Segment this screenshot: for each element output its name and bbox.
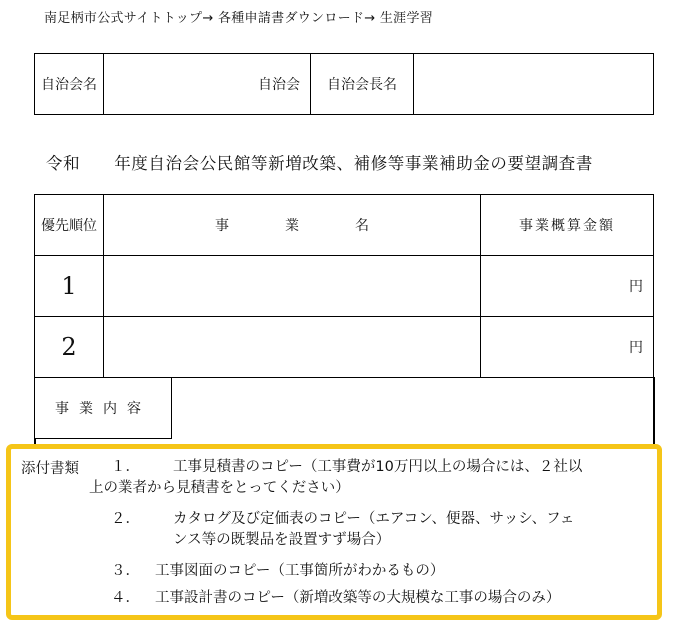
project-content-label: 事業内容	[34, 377, 172, 439]
attachment-text: 工事見積書のコピー（工事費が10万円以上の場合には、２社以	[173, 459, 583, 475]
breadcrumb-downloads-link[interactable]: 各種申請書ダウンロード	[217, 11, 365, 26]
attachment-number: １．	[111, 459, 140, 475]
form-title-text: 年度自治会公民館等新増改築、補修等事業補助金の要望調査書	[114, 154, 594, 173]
attachments-highlight-box	[6, 444, 662, 620]
attachment-text: 工事設計書のコピー（新増改築等の大規模な工事の場合のみ）	[155, 590, 561, 606]
attachment-text-cont: 上の業者から見積書をとってください）	[89, 480, 350, 496]
priority-cell: 1	[35, 256, 104, 317]
attachment-text-cont: ンス等の既製品を設置すず場合）	[173, 532, 391, 548]
table-row	[35, 317, 654, 378]
attachment-number: ２．	[111, 511, 140, 527]
chief-name-label: 自治会長名	[311, 54, 414, 115]
assoc-suffix: 自治会	[258, 77, 300, 93]
association-info-table	[34, 53, 654, 115]
attachment-item	[111, 588, 649, 609]
assoc-name-field	[104, 54, 311, 115]
attachment-text: 工事図面のコピー（工事箇所がわかるもの）	[155, 563, 445, 579]
table-row	[35, 256, 654, 317]
priority-cell: 2	[35, 317, 104, 378]
form-title	[46, 150, 593, 174]
table-border-line	[653, 377, 655, 445]
attachment-item	[89, 457, 649, 499]
table-header-row	[35, 195, 654, 256]
amount-cell: 円	[481, 256, 654, 317]
project-name-cell	[104, 317, 481, 378]
breadcrumb-separator: →	[202, 11, 218, 26]
project-name-cell	[104, 256, 481, 317]
breadcrumb-separator: →	[364, 11, 380, 26]
projects-table	[34, 194, 654, 378]
assoc-name-label: 自治会名	[35, 54, 104, 115]
form-title-era: 令和	[46, 154, 81, 173]
attachment-item	[111, 509, 649, 551]
attachments-heading: 添付書類	[21, 461, 79, 477]
breadcrumb	[44, 7, 433, 26]
column-header-project-name: 事 業 名	[104, 195, 481, 256]
attachment-number: ３．	[111, 563, 140, 579]
column-header-amount: 事業概算金額	[481, 195, 654, 256]
attachment-number: ４．	[111, 590, 140, 606]
chief-name-field	[414, 54, 654, 115]
breadcrumb-home-link[interactable]: 南足柄市公式サイトトップ	[44, 11, 203, 26]
attachment-item	[111, 561, 649, 582]
amount-cell: 円	[481, 317, 654, 378]
column-header-priority: 優先順位	[35, 195, 104, 256]
attachment-text: カタログ及び定価表のコピー（エアコン、便器、サッシ、フェ	[173, 511, 575, 527]
breadcrumb-current: 生涯学習	[379, 11, 434, 26]
